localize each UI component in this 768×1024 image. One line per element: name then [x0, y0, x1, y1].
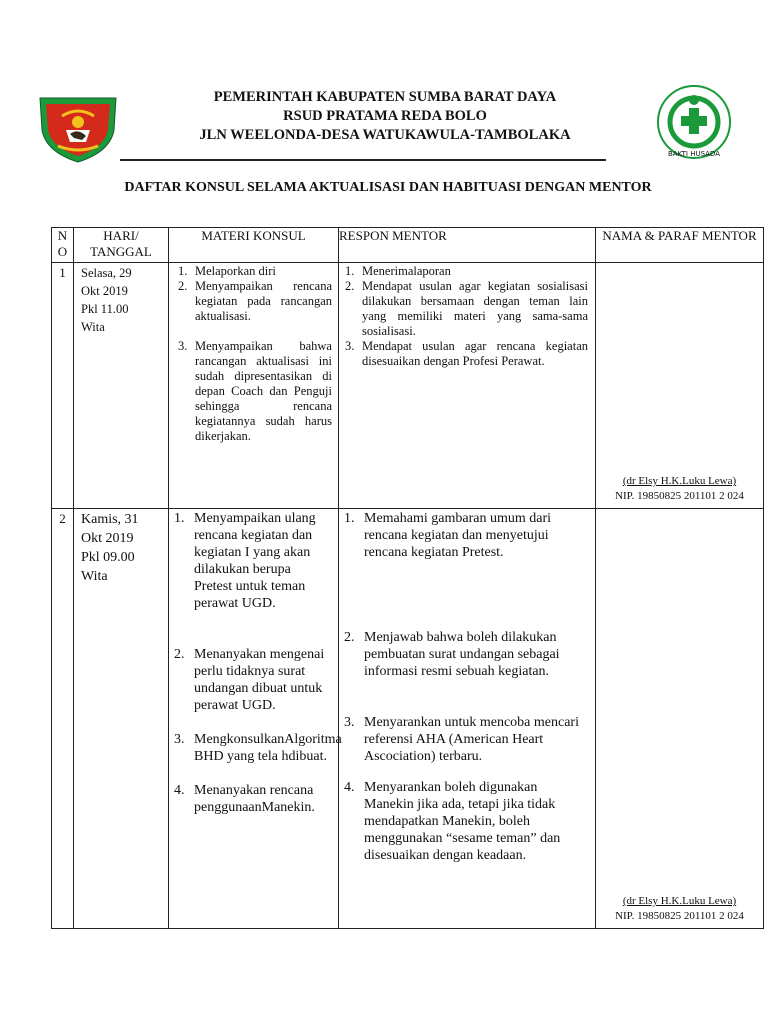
item-text: Menerimalaporan: [362, 264, 451, 278]
item-number: 1.: [344, 511, 355, 526]
item-number: 2.: [174, 647, 185, 662]
date-time: Pkl 09.00: [81, 550, 135, 565]
item-number: 1.: [174, 511, 185, 526]
list-item: [178, 264, 332, 279]
row-date: [74, 509, 169, 929]
row-materi: [169, 509, 342, 929]
item-number: 4.: [174, 783, 185, 798]
list-item: [344, 714, 589, 765]
list-item: [178, 279, 332, 324]
letterhead-address: JLN WEELONDA-DESA WATUKAWULA-TAMBOLAKA: [199, 127, 571, 143]
list-item: [178, 339, 332, 444]
document-title: DAFTAR KONSUL SELAMA AKTUALISASI DAN HABITUASI DENGAN MENTOR: [124, 180, 652, 195]
item-number: 3.: [344, 715, 355, 730]
header-respon: RESPON MENTOR: [339, 228, 596, 263]
table-header-row: [52, 228, 764, 263]
header-date: HARI/ TANGGAL: [74, 228, 169, 263]
date-day: Selasa, 29: [81, 266, 132, 280]
row-mentor: [596, 263, 764, 509]
header-materi: MATERI KONSUL: [169, 228, 339, 263]
item-text: Menanyakan mengenai perlu tidaknya surat undangan dibuat untuk perawat UGD.: [194, 647, 325, 713]
mentor-nip: NIP. 19850825 201101 2 024: [615, 910, 744, 922]
regency-emblem-logo: [36, 92, 120, 164]
item-number: 2.: [178, 279, 188, 293]
date-day: Kamis, 31: [81, 512, 139, 527]
date-time: Pkl 11.00: [81, 302, 129, 316]
item-text: Mendapat usulan agar kegiatan sosialisasi dilakukan bersamaan dengan teman lain yang memiliki materi yang sama-sama sosialisasi.: [362, 279, 588, 338]
item-number: 3.: [178, 339, 188, 353]
list-item: [174, 510, 332, 612]
row-date: [74, 263, 169, 509]
letterhead-rule: [120, 159, 606, 161]
item-number: 2.: [345, 279, 355, 293]
list-item: [344, 629, 589, 680]
item-number: 1.: [345, 264, 355, 278]
letterhead-government: PEMERINTAH KABUPATEN SUMBA BARAT DAYA: [213, 89, 557, 105]
item-text: Menjawab bahwa boleh dilakukan pembuatan surat undangan sebagai informasi resmi sebuah kegiatan.: [364, 630, 560, 679]
list-item: [344, 510, 589, 561]
header-no: N O: [52, 228, 74, 263]
item-text: Menyarankan boleh digunakan Manekin jika ada, tetapi jika tidak mendapatkan Manekin, boleh menggunakan “sesame teman” dan disesuaikan dengan keadaan.: [364, 780, 561, 863]
item-text: MengkonsulkanAlgoritma BHD yang tela hdibuat.: [194, 732, 342, 764]
item-number: 4.: [344, 780, 355, 795]
list-item: [345, 279, 588, 339]
list-item: [345, 264, 588, 279]
letterhead: [130, 88, 640, 145]
item-text: Menyampaikan bahwa rancangan aktualisasi ini sudah dipresentasikan di depan Coach dan Penguji sehingga rencana kegiatannya sudah harus dikerjakan.: [195, 339, 332, 443]
consultation-table: [51, 227, 764, 929]
list-item: [345, 339, 588, 369]
item-text: Menanyakan rencana penggunaanManekin.: [194, 783, 315, 815]
date-month-year: Okt 2019: [81, 531, 134, 546]
mentor-nip: NIP. 19850825 201101 2 024: [615, 490, 744, 502]
row-number: 1: [52, 263, 74, 509]
mentor-signature: [596, 474, 763, 504]
svg-text:BAKTI HUSADA: BAKTI HUSADA: [667, 150, 721, 158]
item-text: Melaporkan diri: [195, 264, 276, 278]
item-text: Memahami gambaran umum dari rencana kegiatan dan menyetujui rencana kegiatan Pretest.: [364, 511, 551, 560]
list-item: [174, 646, 332, 714]
table-row: [52, 509, 764, 929]
table-row: [52, 263, 764, 509]
list-item: [344, 779, 589, 864]
item-number: 1.: [178, 264, 188, 278]
list-item: [174, 731, 342, 765]
bakti-husada-logo: [652, 82, 736, 162]
mentor-name: (dr Elsy H.K.Luku Lewa): [622, 475, 737, 487]
item-number: 3.: [345, 339, 355, 353]
item-number: 3.: [174, 732, 185, 747]
date-zone: Wita: [81, 320, 105, 334]
header-mentor: NAMA & PARAF MENTOR: [596, 228, 764, 263]
item-number: 2.: [344, 630, 355, 645]
row-mentor: [596, 509, 764, 929]
row-materi: [169, 263, 339, 509]
item-text: Menyarankan untuk mencoba mencari referensi AHA (American Heart Ascociation) terbaru.: [364, 715, 579, 764]
letterhead-hospital: RSUD PRATAMA REDA BOLO: [283, 108, 487, 124]
row-respon: [339, 263, 596, 509]
date-month-year: Okt 2019: [81, 284, 128, 298]
mentor-name: (dr Elsy H.K.Luku Lewa): [622, 895, 737, 907]
row-number: 2: [52, 509, 74, 929]
item-text: Mendapat usulan agar rencana kegiatan disesuaikan dengan Profesi Perawat.: [362, 339, 588, 368]
row-respon: [339, 509, 596, 929]
date-zone: Wita: [81, 569, 108, 584]
list-item: [174, 782, 332, 816]
mentor-signature: [596, 894, 763, 924]
item-text: Menyampaikan rencana kegiatan pada rancangan aktualisasi.: [195, 279, 332, 323]
item-text: Menyampaikan ulang rencana kegiatan dan kegiatan I yang akan dilakukan berupa Pretest untuk teman perawat UGD.: [194, 511, 316, 611]
